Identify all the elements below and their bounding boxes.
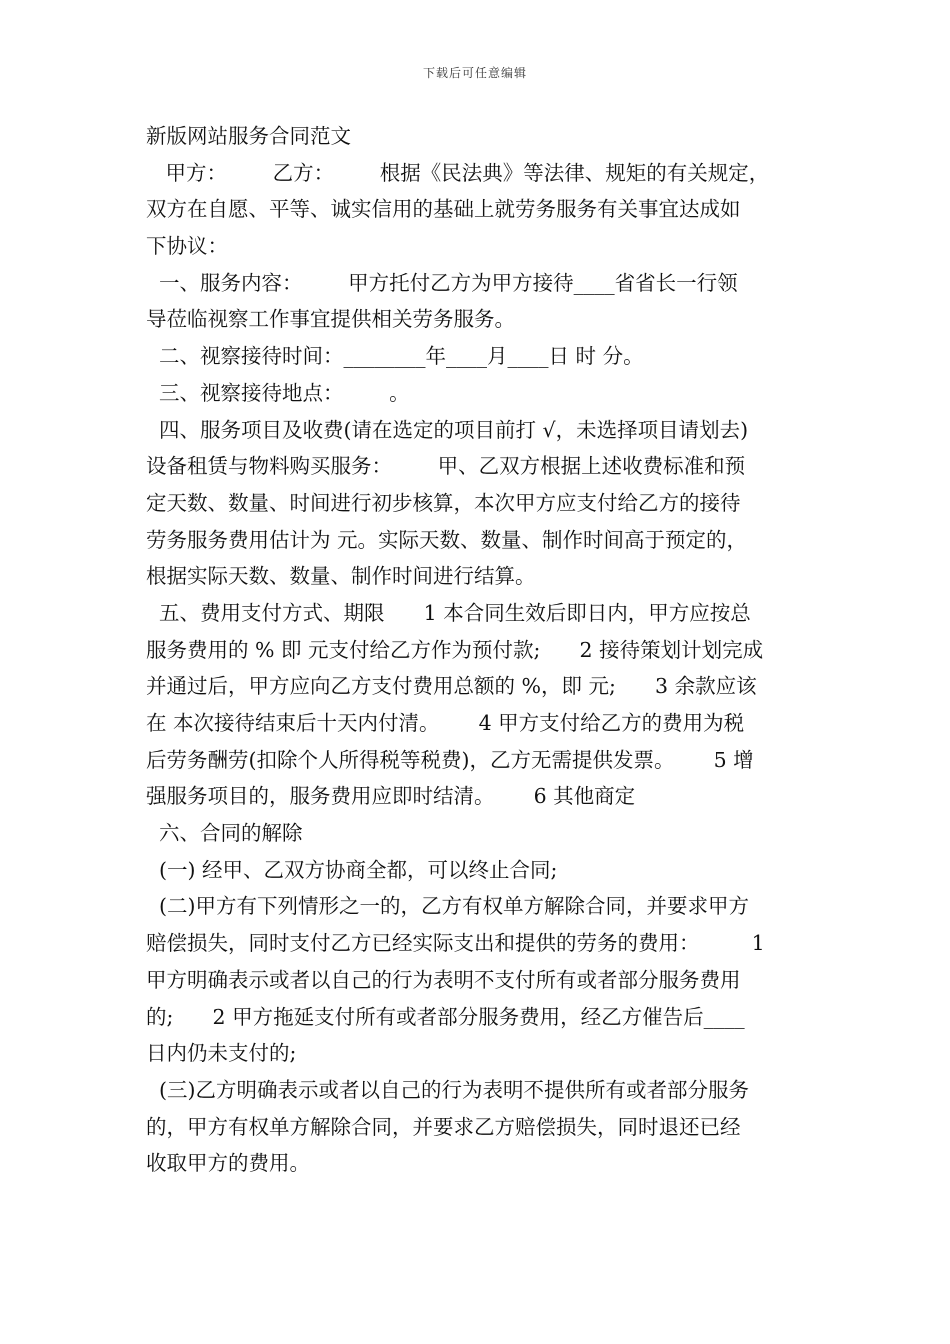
text-line: 收取甲方的费用。 [146,1151,310,1176]
text-line: 甲方： 乙方： 根据《民法典》等法律、规矩的有关规定， [146,160,770,185]
text-line: 根据实际天数、数量、制作时间进行结算。 [146,564,536,589]
text-line: 赔偿损失，同时支付乙方已经实际支出和提供的劳务的费用： 1 [146,931,765,956]
text-line: 二、视察接待时间：________年____月____日 时 分。 [146,344,644,369]
text-line: 三、视察接待地点： 。 [146,380,410,405]
text-line: 并通过后，甲方应向乙方支付费用总额的 %，即 元; 3 余款应该 [146,674,757,699]
document-title: 新版网站服务合同范文 [146,124,351,148]
text-line: 四、服务项目及收费(请在选定的项目前打 √，未选择项目请划去) [146,417,749,442]
text-line: 双方在自愿、平等、诚实信用的基础上就劳务服务有关事宜达成如 [146,197,741,222]
text-line: 的; 2 甲方拖延支付所有或者部分服务费用，经乙方催告后____ [146,1004,745,1029]
text-line: 强服务项目的，服务费用应即时结清。 6 其他商定 [146,784,636,809]
text-line: 下协议： [146,234,228,259]
text-line: 日内仍未支付的; [146,1041,297,1066]
text-line: 导莅临视察工作事宜提供相关劳务服务。 [146,307,515,332]
text-line: (一) 经甲、乙双方协商全都，可以终止合同; [146,857,558,882]
text-line: 劳务服务费用估计为 元。实际天数、数量、制作时间高于预定的， [146,527,748,552]
text-line: 定天数、数量、时间进行初步核算，本次甲方应支付给乙方的接待 [146,490,741,515]
text-line: 后劳务酬劳(扣除个人所得税等税费)，乙方无需提供发票。 5 增 [146,747,754,772]
text-line: 五、费用支付方式、期限 1 本合同生效后即日内，甲方应按总 [146,600,751,625]
header-note: 下载后可任意编辑 [422,66,527,80]
text-line: 服务费用的 % 即 元支付给乙方作为预付款; 2 接待策划计划完成 [146,637,764,662]
text-line: 的，甲方有权单方解除合同，并要求乙方赔偿损失，同时退还已经 [146,1114,741,1139]
text-line: 六、合同的解除 [146,821,303,846]
text-line: 甲方明确表示或者以自己的行为表明不支付所有或者部分服务费用 [146,967,741,992]
text-line: (三)乙方明确表示或者以自己的行为表明不提供所有或者部分服务 [146,1077,750,1102]
text-line: 在 本次接待结束后十天内付清。 4 甲方支付给乙方的费用为税 [146,711,745,735]
text-line: 设备租赁与物料购买服务： 甲、乙双方根据上述收费标准和预 [146,454,746,479]
text-line: (二)甲方有下列情形之一的，乙方有权单方解除合同，并要求甲方 [146,894,750,919]
document-body [146,118,810,1182]
text-line: 一、服务内容： 甲方托付乙方为甲方接待____省省长一行领 [146,270,738,295]
